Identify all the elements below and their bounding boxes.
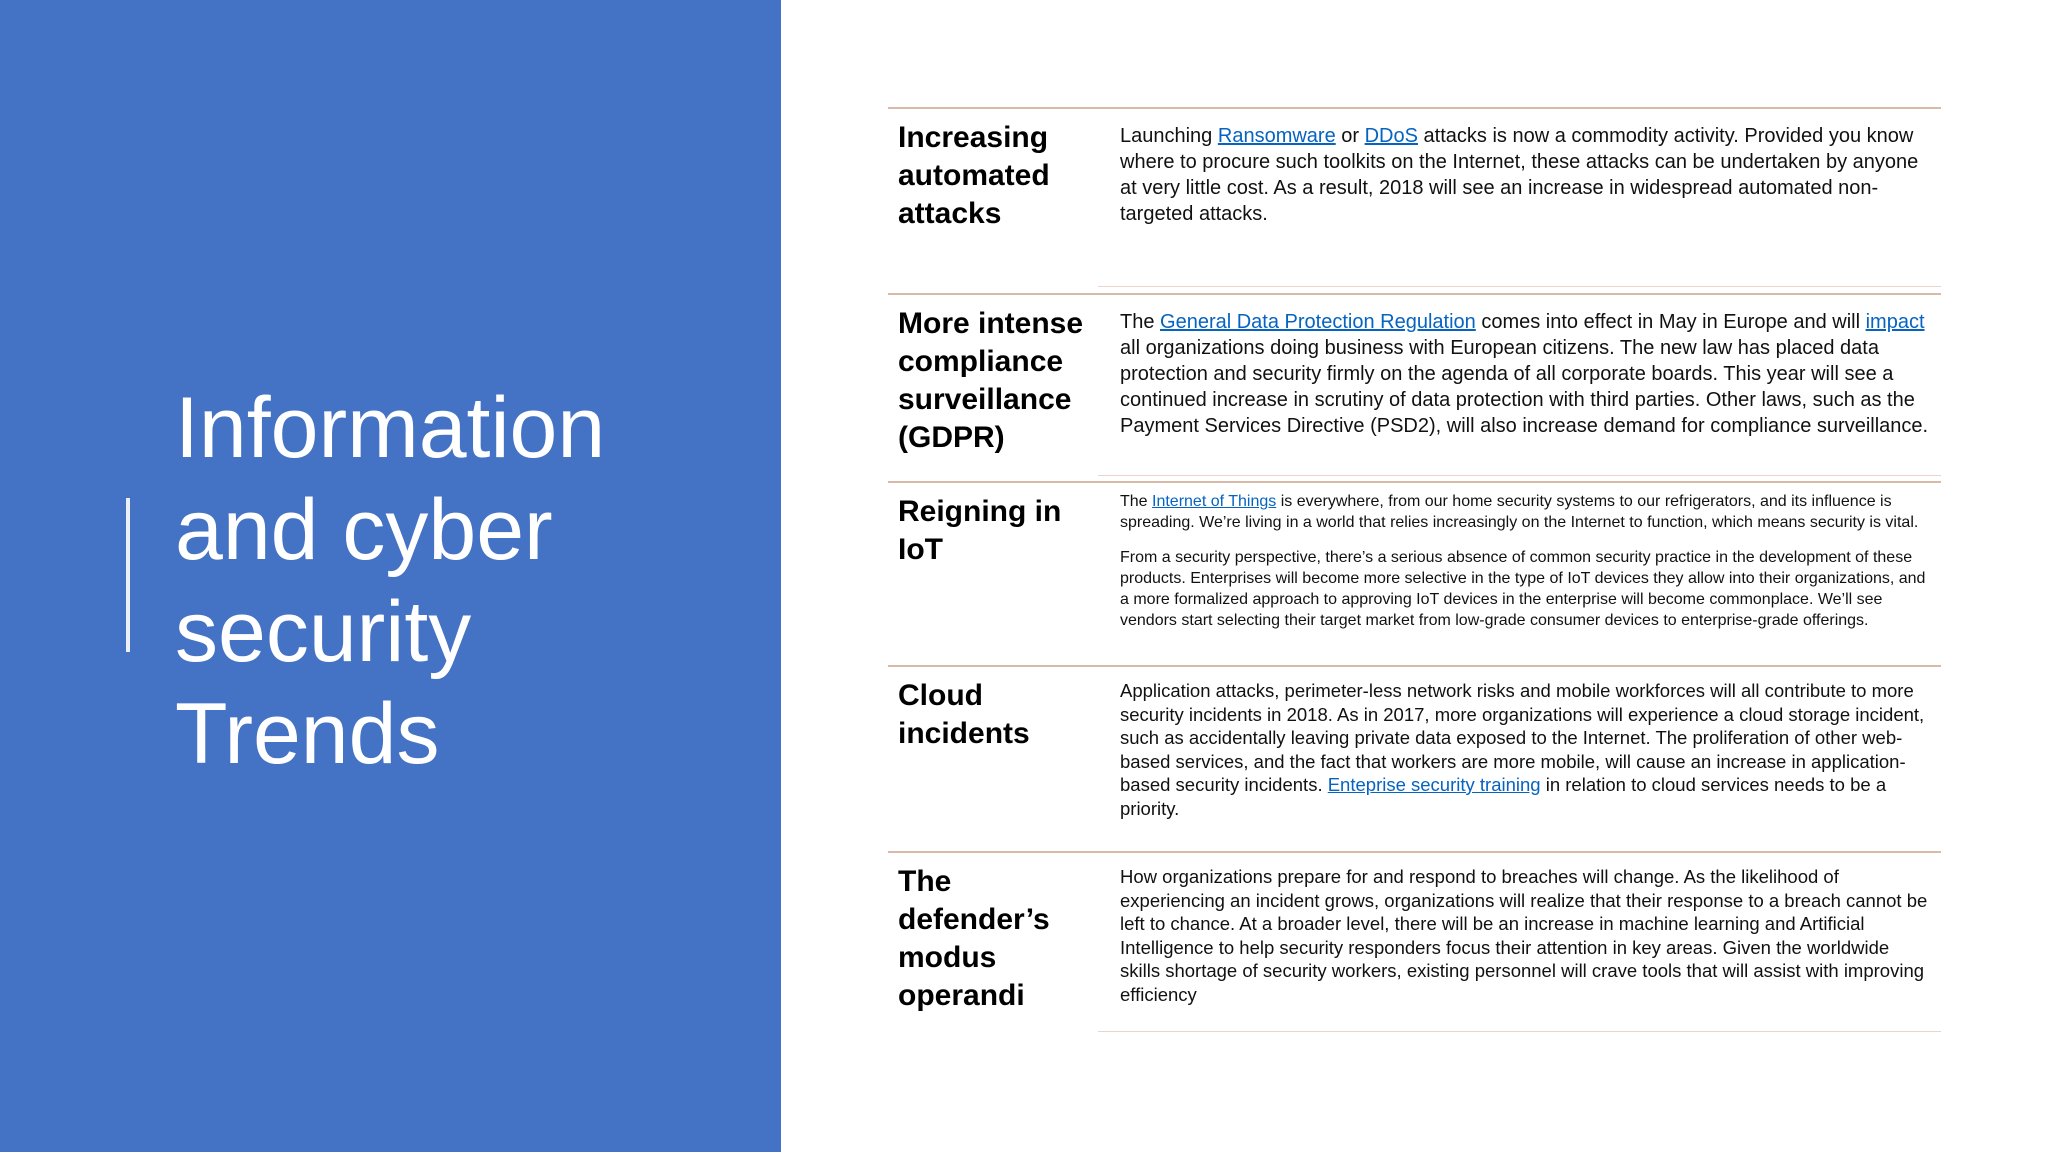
row-divider: [1098, 286, 1941, 287]
ddos-link[interactable]: DDoS: [1364, 125, 1418, 147]
gdpr-link[interactable]: General Data Protection Regulation: [1160, 311, 1476, 333]
trend-row-iot: [888, 481, 1941, 667]
trend-heading: Cloud incidents: [898, 679, 1030, 750]
trend-row-gdpr: [888, 293, 1941, 483]
trend-description: Application attacks, perimeter-less network risks and mobile workforces will all contribute to more security incidents in 2018. As in 2017, more organizations will experience a cloud storage incident, such as accidentally leaving private data exposed to the Internet. The proliferation of other web-based services, and the fact that workers are more mobile, will cause an increase in application-based security incidents. Enteprise security training in relation to cloud services needs to be a priority.: [1120, 680, 1925, 819]
security-training-link[interactable]: Enteprise security training: [1327, 774, 1541, 795]
ransomware-link[interactable]: Ransomware: [1217, 125, 1336, 147]
trend-description: The Internet of Things is everywhere, from our home security systems to our refrigerators, and its influence is spreading. We’re living in a world that relies increasingly on the Internet to function, which means security is vital. From a security perspective, there’s a serious absence of common security practice in the development of these products. Enterprises will become more selective in the type of IoT devices they allow into their organizations, and a more formalized approach to approving IoT devices in the enterprise will become commonplace. We’ll see vendors start selecting their target market from low-grade consumer devices to enterprise-grade offerings.: [1120, 491, 1930, 631]
trend-row-automated-attacks: [888, 107, 1941, 295]
title-panel: [0, 0, 781, 1152]
trend-description: The General Data Protection Regulation comes into effect in May in Europe and will impact all organizations doing business with European citizens. The new law has placed data protection and security firmly on the agenda of all corporate boards. This year will see a continued increase in scrutiny of data protection with third parties. Other laws, such as the Payment Services Directive (PSD2), will also increase demand for compliance surveillance.: [1120, 311, 1929, 437]
trend-row-defender: [888, 851, 1941, 1039]
iot-link[interactable]: Internet of Things: [1152, 493, 1277, 510]
trend-description: How organizations prepare for and respond to breaches will change. As the likelihood of experiencing an incident grows, organizations will realize that their response to a breach cannot be left to chance. At a broader level, there will be an increase in machine learning and Artificial Intelligence to help security responders focus their attention in key areas. Given the worldwide skills shortage of security workers, existing personnel will crave tools that will assist with improving efficiency: [1120, 866, 1928, 1005]
accent-bar: [126, 498, 130, 652]
trends-table: [888, 107, 1941, 1037]
row-divider: [1098, 1031, 1941, 1032]
row-divider: [1098, 475, 1941, 476]
trend-heading: The defender’s modus operandi: [898, 865, 1050, 1012]
trend-heading: Increasing automated attacks: [898, 121, 1050, 230]
trend-heading: More intense compliance surveillance (GDPR): [898, 307, 1084, 454]
trend-heading: Reigning in IoT: [898, 495, 1062, 566]
iot-paragraph-2: From a security perspective, there’s a serious absence of common security practice in the development of these products. Enterprises will become more selective in the type of IoT devices they allow into their organizations, and a more formalized approach to approving IoT devices in the enterprise will become commonplace. We’ll see vendors start selecting their target market from low-grade consumer devices to enterprise-grade offerings.: [1120, 549, 1926, 629]
impact-link[interactable]: impact: [1865, 311, 1925, 333]
trend-row-cloud: [888, 665, 1941, 853]
slide-title: Information and cyber security Trends: [175, 380, 606, 782]
trend-description: Launching Ransomware or DDoS attacks is now a commodity activity. Provided you know where to procure such toolkits on the Internet, these attacks can be undertaken by anyone at very little cost. As a result, 2018 will see an increase in widespread automated non-targeted attacks.: [1120, 125, 1919, 225]
